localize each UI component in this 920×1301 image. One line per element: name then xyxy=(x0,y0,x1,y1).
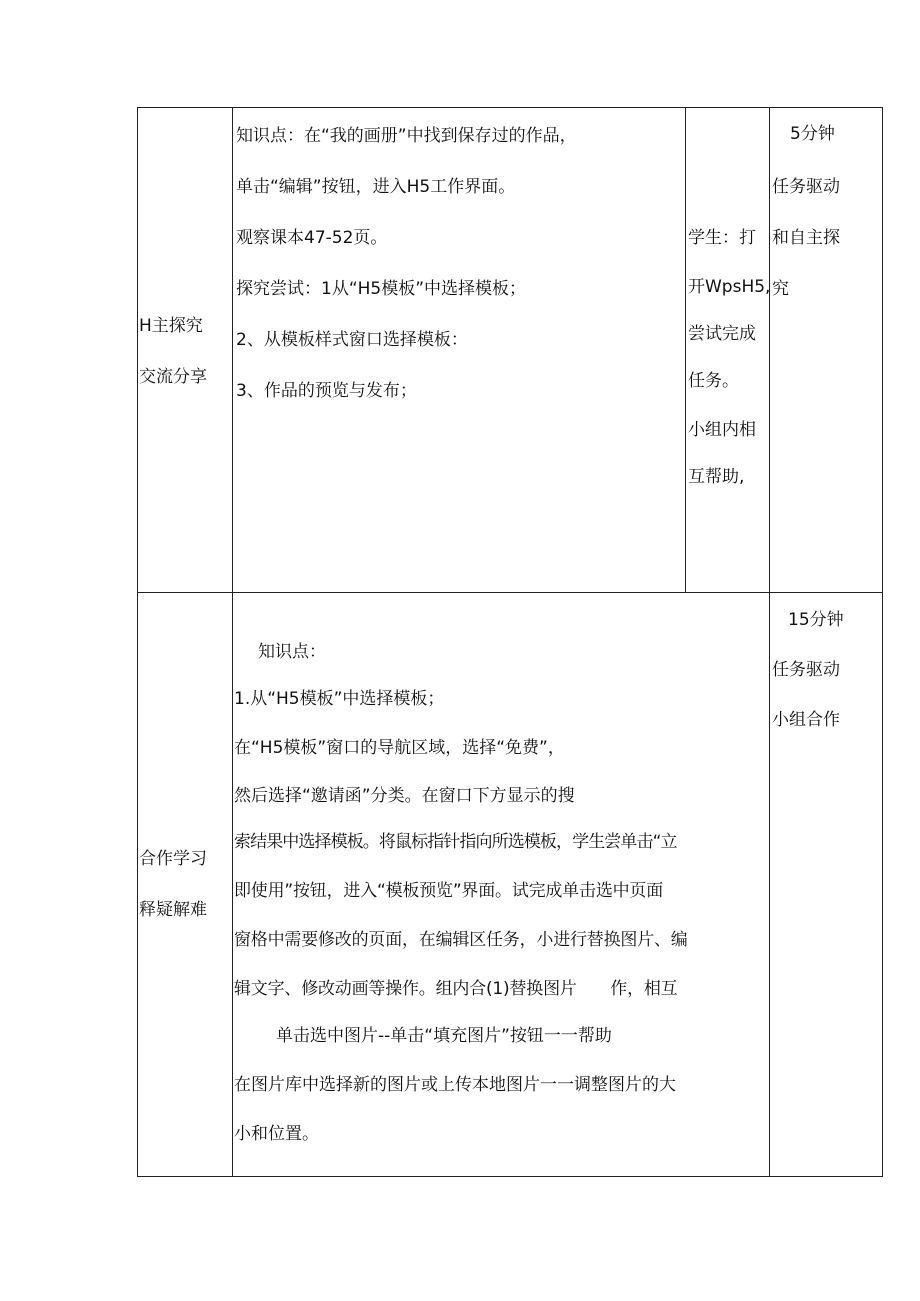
row1-student-line: 互帮助, xyxy=(688,467,745,487)
table-border-top xyxy=(137,107,883,108)
row2-content-line: 在“H5模板”窗口的导航区域，选择“免费”， xyxy=(234,738,565,758)
row1-content-line: 探究尝试：1从“H5模板”中选择模板； xyxy=(236,279,527,299)
row2-stage-line-1: 合作学习 xyxy=(139,849,207,869)
row2-method-line: 小组合作 xyxy=(772,710,840,730)
row2-content-line: 然后选择“邀请函”分类。在窗口下方显示的搜 xyxy=(234,786,575,806)
row1-content-line: 观察课本47-52页。 xyxy=(236,228,388,248)
table-border-bottom xyxy=(137,1176,883,1177)
row1-stage-line-2: 交流分享 xyxy=(139,367,207,387)
row1-student-line: 学生：打 xyxy=(688,228,756,248)
row1-content-line: 3、作品的预览与发布； xyxy=(236,381,417,401)
row2-content-line: 辑文字、修改动画等操作。组内合(1)替换图片 作，相互 xyxy=(234,979,678,999)
row1-student-line: 尝试完成 xyxy=(688,324,756,344)
row1-method-line: 任务驱动 xyxy=(772,177,840,197)
row2-content-line: 在图片库中选择新的图片或上传本地图片一一调整图片的大 xyxy=(234,1075,676,1095)
row1-content-line: 单击“编辑”按钮，进入H5工作界面。 xyxy=(236,177,516,197)
table-col-divider-3 xyxy=(769,107,770,1177)
row2-content-line: 索结果中选择模板。将鼠标指针指向所选模板，学生尝单击“立 xyxy=(234,832,677,852)
row1-student-line: 任务。 xyxy=(688,371,739,391)
row1-student-line: 开WpsH5, xyxy=(688,277,771,297)
row1-method-line: 究 xyxy=(772,279,789,299)
row2-content-line: 即使用”按钮，进入“模板预览”界面。试完成单击选中页面 xyxy=(234,881,664,901)
row2-content-line: 单击选中图片--单击“填充图片”按钮一一帮助 xyxy=(276,1026,612,1046)
row1-method-line: 和自主探 xyxy=(772,228,840,248)
table-row-divider xyxy=(137,592,883,593)
table-border-left xyxy=(137,107,138,1177)
row1-content-line: 知识点：在“我的画册”中找到保存过的作品， xyxy=(236,126,577,146)
table-col-divider-1 xyxy=(232,107,233,1177)
row1-content-line: 2、从模板样式窗口选择模板： xyxy=(236,330,468,350)
row2-method-line: 任务驱动 xyxy=(772,660,840,680)
row2-stage-line-2: 释疑解难 xyxy=(139,900,207,920)
row2-method-time: 15分钟 xyxy=(788,610,844,630)
row1-method-time: 5分钟 xyxy=(790,124,835,144)
row2-content-line: 知识点： xyxy=(258,642,326,662)
row1-stage-line-1: H主探究 xyxy=(139,316,203,336)
row1-student-line: 小组内相 xyxy=(688,420,756,440)
table-col-divider-2 xyxy=(685,107,686,593)
row2-content-line: 小和位置。 xyxy=(234,1124,319,1144)
row2-content-line: 1.从“H5模板”中选择模板； xyxy=(234,689,445,709)
table-border-right xyxy=(882,107,883,1177)
row2-content-line: 窗格中需要修改的页面，在编辑区任务，小进行替换图片、编 xyxy=(234,930,688,950)
